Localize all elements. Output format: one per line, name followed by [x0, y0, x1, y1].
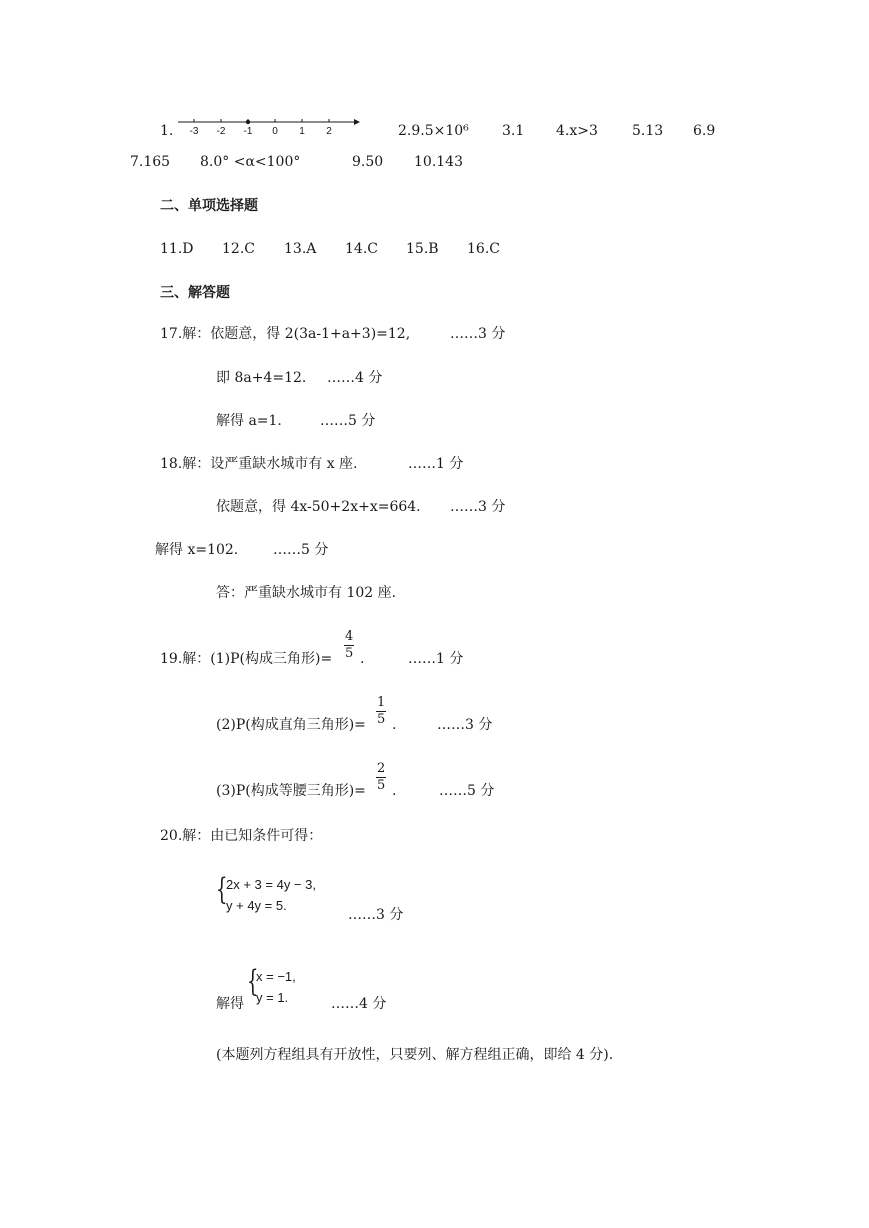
fraction-denominator: 5 — [377, 712, 386, 727]
q10-answer: 10.143 — [414, 154, 463, 170]
q19-score1: ……1 分 — [408, 651, 464, 667]
q18-line2: 依题意，得 4x-50+2x+x=664. — [216, 499, 421, 515]
fraction-4-5 — [344, 629, 354, 662]
q4-answer: 4.x>3 — [556, 123, 598, 139]
q18-line1: 18.解：设严重缺水城市有 x 座. — [160, 456, 358, 472]
q9-answer: 9.50 — [352, 154, 384, 170]
choice-answer: 14.C — [345, 241, 378, 257]
solve-label: 解得 — [216, 996, 244, 1012]
fraction-denominator: 5 — [377, 778, 386, 793]
q20-score2: ……4 分 — [331, 996, 387, 1012]
q19-line3: (3)P(构成等腰三角形)= — [216, 783, 366, 799]
q7-answer: 7.165 — [130, 154, 171, 170]
tick-label: 1 — [299, 126, 305, 137]
q18-answer: 答：严重缺水城市有 102 座. — [216, 585, 397, 601]
choice-answer: 11.D — [160, 241, 194, 257]
fraction-numerator: 1 — [377, 695, 386, 710]
q19-line1: 19.解：(1)P(构成三角形)= — [160, 651, 333, 667]
tick-label: -1 — [243, 126, 253, 137]
q19-score3: ……5 分 — [439, 783, 495, 799]
choice-answer: 16.C — [467, 241, 500, 257]
fraction-numerator: 2 — [377, 761, 386, 776]
system2-equation2: y = 1. — [256, 990, 289, 1005]
q3-answer: 3.1 — [502, 123, 525, 139]
fraction-2-5 — [376, 761, 386, 794]
q19-score2: ……3 分 — [437, 717, 493, 733]
q17-score1: ……3 分 — [450, 326, 506, 342]
q5-answer: 5.13 — [632, 123, 664, 139]
q20-score1: ……3 分 — [348, 907, 404, 923]
tick-label: -3 — [189, 126, 199, 137]
left-brace: { — [247, 964, 259, 999]
period: . — [392, 783, 397, 799]
tick-label: 0 — [272, 126, 278, 137]
q18-score2: ……3 分 — [450, 499, 506, 515]
choice-answer: 13.A — [284, 241, 317, 257]
choice-answer: 15.B — [406, 241, 439, 257]
q20-note: (本题列方程组具有开放性，只要列、解方程组正确，即给 4 分). — [216, 1047, 614, 1063]
q17-line3: 解得 a=1. — [216, 413, 282, 429]
q2-answer: 2.9.5×10⁶ — [398, 123, 469, 139]
q19-line2: (2)P(构成直角三角形)= — [216, 717, 366, 733]
q17-line1: 17.解：依题意，得 2(3a-1+a+3)=12, — [160, 326, 411, 342]
q17-score3: ……5 分 — [320, 413, 376, 429]
tick-label: 2 — [326, 126, 332, 137]
fraction-numerator: 4 — [345, 629, 354, 644]
number-line-arrow — [354, 119, 360, 125]
system1-equation1: 2x + 3 = 4y − 3, — [226, 877, 316, 892]
q20-line1: 20.解：由已知条件可得： — [160, 828, 323, 844]
period: . — [360, 651, 365, 667]
q18-line3: 解得 x=102. — [155, 542, 239, 558]
fraction-denominator: 5 — [345, 646, 354, 661]
period: . — [392, 717, 397, 733]
number-line — [176, 114, 362, 138]
tick-label: -2 — [216, 126, 226, 137]
left-brace: { — [216, 872, 228, 907]
q18-score1: ……1 分 — [408, 456, 464, 472]
system2-equation1: x = −1, — [256, 969, 296, 984]
system1-equation2: y + 4y = 5. — [226, 898, 287, 913]
section2-title: 二、单项选择题 — [160, 198, 258, 214]
q1-label: 1. — [160, 123, 174, 139]
section3-title: 三、解答题 — [160, 285, 230, 301]
fraction-1-5 — [376, 695, 386, 728]
q6-answer: 6.9 — [693, 123, 716, 139]
q17-score2: ……4 分 — [327, 370, 383, 386]
choice-answer: 12.C — [222, 241, 255, 257]
q17-line2: 即 8a+4=12. — [216, 370, 307, 386]
point-marker — [246, 120, 250, 124]
q18-score3: ……5 分 — [273, 542, 329, 558]
q8-answer: 8.0° <α<100° — [200, 154, 301, 170]
